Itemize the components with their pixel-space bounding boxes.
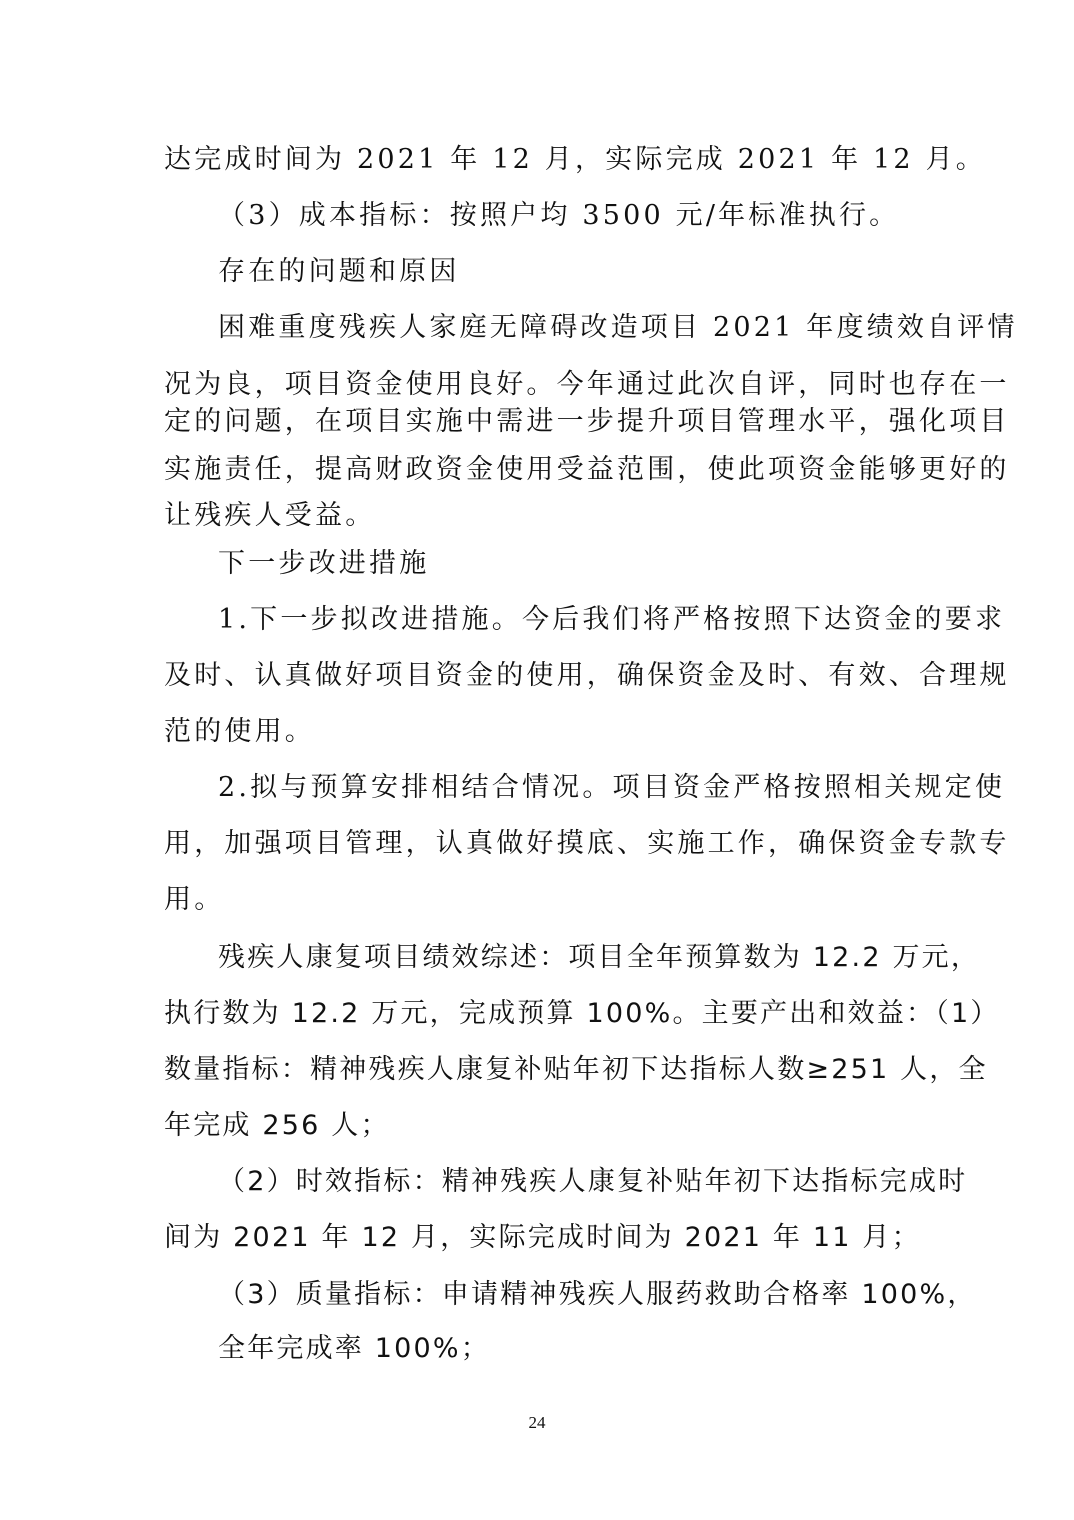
page-number: 24	[528, 1413, 546, 1432]
text-line: 1.下一步拟改进措施。今后我们将严格按照下达资金的要求	[218, 604, 1006, 635]
text-line: 及时、认真做好项目资金的使用，确保资金及时、有效、合理规	[164, 660, 1010, 691]
text-line: 用。	[164, 884, 225, 915]
text-line: 执行数为 12.2 万元，完成预算 100%。主要产出和效益：（1）	[164, 998, 1000, 1029]
text-line: 况为良，项目资金使用良好。今年通过此次自评，同时也存在一	[164, 369, 1010, 400]
text-line: 残疾人康复项目绩效综述：项目全年预算数为 12.2 万元，	[218, 942, 981, 973]
text-line: 让残疾人受益。	[164, 500, 376, 531]
text-line: 2.拟与预算安排相结合情况。项目资金严格按照相关规定使	[218, 772, 1006, 803]
text-line: （2）时效指标：精神残疾人康复补贴年初下达指标完成时	[218, 1166, 968, 1197]
text-line: 全年完成率 100%；	[218, 1333, 490, 1364]
text-line: 年完成 256 人；	[164, 1110, 390, 1141]
section-heading: 下一步改进措施	[218, 548, 430, 579]
text-line: （3）成本指标：按照户均 3500 元/年标准执行。	[218, 200, 900, 231]
text-line: 范的使用。	[164, 716, 315, 747]
text-line: （3）质量指标：申请精神残疾人服药救助合格率 100%，	[218, 1279, 977, 1310]
text-line: 困难重度残疾人家庭无障碍改造项目 2021 年度绩效自评情	[218, 312, 1018, 343]
text-line: 定的问题，在项目实施中需进一步提升项目管理水平，强化项目	[164, 406, 1010, 437]
text-line: 实施责任，提高财政资金使用受益范围，使此项资金能够更好的	[164, 454, 1010, 485]
text-line: 达完成时间为 2021 年 12 月，实际完成 2021 年 12 月。	[164, 144, 986, 175]
text-line: 数量指标：精神残疾人康复补贴年初下达指标人数≥251 人，全	[164, 1054, 988, 1085]
section-heading: 存在的问题和原因	[218, 256, 460, 287]
text-line: 用，加强项目管理，认真做好摸底、实施工作，确保资金专款专	[164, 828, 1010, 859]
text-line: 间为 2021 年 12 月，实际完成时间为 2021 年 11 月；	[164, 1222, 921, 1253]
